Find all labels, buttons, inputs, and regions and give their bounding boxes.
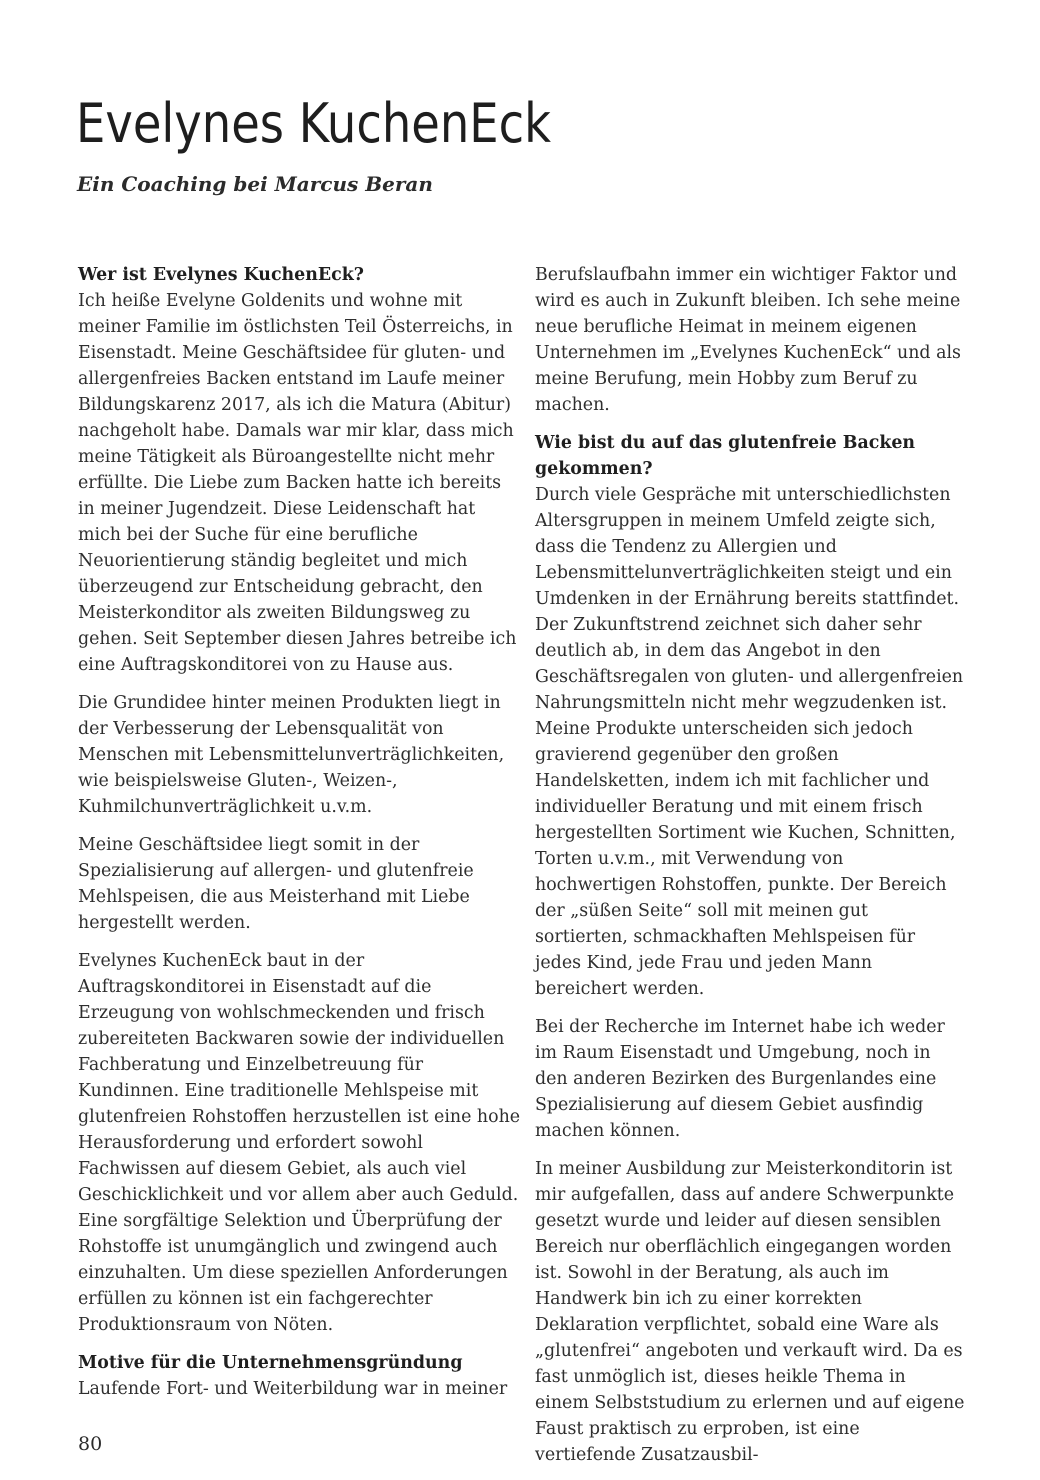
paragraph: Berufslaufbahn immer ein wichtiger Faktor und wird es auch in Zukunft bleiben. Ich sehe meine neue berufliche Heimat in meinem eigenen Unternehmen im „Evelynes KuchenEck“ und als meine Berufung, mein Hobby zum Beruf zu machen. — [535, 265, 961, 415]
article-subtitle: Ein Coaching bei Marcus Beran — [77, 172, 433, 196]
page-number: 80 — [78, 1433, 103, 1455]
section-heading-wer-ist: Wer ist Evelynes KuchenEck? — [78, 265, 364, 285]
paragraph: Durch viele Gespräche mit unterschiedlichsten Altersgruppen in meinem Umfeld zeigte sich, dass die Tendenz zu Allergien und Lebensmittelunverträglichkeiten steigt und ein Umdenken in der Ernährung bereits stattfindet. Der Zukunftstrend zeichnet sich daher sehr deutlich ab, in dem das Angebot in den Geschäftsregalen von gluten- und allergenfreien Nahrungsmitteln nicht mehr wegzudenken ist. Meine Produkte unterscheiden sich jedoch gravierend gegenüber den großen Handelsketten, indem ich mit fachlicher und individueller Beratung und mit einem frisch hergestellten Sortiment wie Kuchen, Schnitten, Torten u.v.m., mit Verwendung von hochwertigen Rohstoffen, punkte. Der Bereich der „süßen Seite“ soll mit meinen gut sortierten, schmackhaften Mehlspeisen für jedes Kind, jede Frau und jeden Mann bereichert werden. — [535, 485, 964, 999]
section-heading-motive: Motive für die Unternehmensgründung — [78, 1353, 463, 1373]
section-heading-wie-bist-du: Wie bist du auf das glutenfreie Backen gekommen? — [535, 433, 916, 479]
paragraph: Ich heiße Evelyne Goldenits und wohne mit meiner Familie im östlichsten Teil Österreichs, in Eisenstadt. Meine Geschäftsidee für gluten- und allergenfreies Backen entstand im Laufe meiner Bildungskarenz 2017, als ich die Matura (Abitur) nachgeholt habe. Damals war mir klar, dass mich meine Tätigkeit als Büroangestellte nicht mehr erfüllte. Die Liebe zum Backen hatte ich bereits in meiner Jugendzeit. Diese Leidenschaft hat mich bei der Suche für eine berufliche Neuorientierung ständig begleitet und mich überzeugend zur Entscheidung gebracht, den Meisterkonditor als zweiten Bildungsweg zu gehen. Seit September diesen Jahres betreibe ich eine Auftragskonditorei von zu Hause aus. — [78, 291, 517, 675]
paragraph: Evelynes KuchenEck baut in der Auftragskonditorei in Eisenstadt auf die Erzeugung von wohlschmeckenden und frisch zubereiteten Backwaren sowie der individuellen Fachberatung und Einzelbetreuung für Kundinnen. Eine traditionelle Mehlspeise mit glutenfreien Rohstoffen herzustellen ist eine hohe Herausforderung und erfordert sowohl Fachwissen auf diesem Gebiet, als auch viel Geschicklichkeit und vor allem aber auch Geduld. Eine sorgfältige Selektion und Überprüfung der Rohstoffe ist unumgänglich und zwingend auch einzuhalten. Um diese speziellen Anforderungen erfüllen zu können ist ein fachgerechter Produktionsraum von Nöten. — [78, 951, 521, 1335]
paragraph: Laufende Fort- und Weiterbildung war in meiner — [78, 1379, 508, 1399]
article-title: Evelynes KuchenEck — [76, 92, 552, 155]
left-column — [78, 262, 523, 1414]
paragraph: Die Grundidee hinter meinen Produkten liegt in der Verbesserung der Lebensqualität von Menschen mit Lebensmittelunverträglichkeiten, wie beispielsweise Gluten-, Weizen-, Kuhmilchunverträglichkeit u.v.m. — [78, 693, 505, 817]
paragraph: Meine Geschäftsidee liegt somit in der Spezialisierung auf allergen- und glutenfreie Mehlspeisen, die aus Meisterhand mit Liebe hergestellt werden. — [78, 835, 474, 933]
paragraph: Bei der Recherche im Internet habe ich weder im Raum Eisenstadt und Umgebung, noch in den anderen Bezirken des Burgenlandes eine Spezialisierung auf diesem Gebiet ausfindig machen können. — [535, 1017, 945, 1141]
paragraph: In meiner Ausbildung zur Meisterkonditorin ist mir aufgefallen, dass auf andere Schwerpunkte gesetzt wurde und leider auf diesen sensiblen Bereich nur oberflächlich eingegangen worden ist. Sowohl in der Beratung, als auch im Handwerk bin ich zu einer korrekten Deklaration verpflichtet, sobald eine Ware als „glutenfrei“ angeboten und verkauft wird. Da es fast unmöglich ist, dieses heikle Thema in einem Selbststudium zu erlernen und auf eigene Faust praktisch zu erproben, ist eine vertiefende Zusatzausbil- — [535, 1159, 965, 1465]
right-column — [535, 262, 965, 1480]
